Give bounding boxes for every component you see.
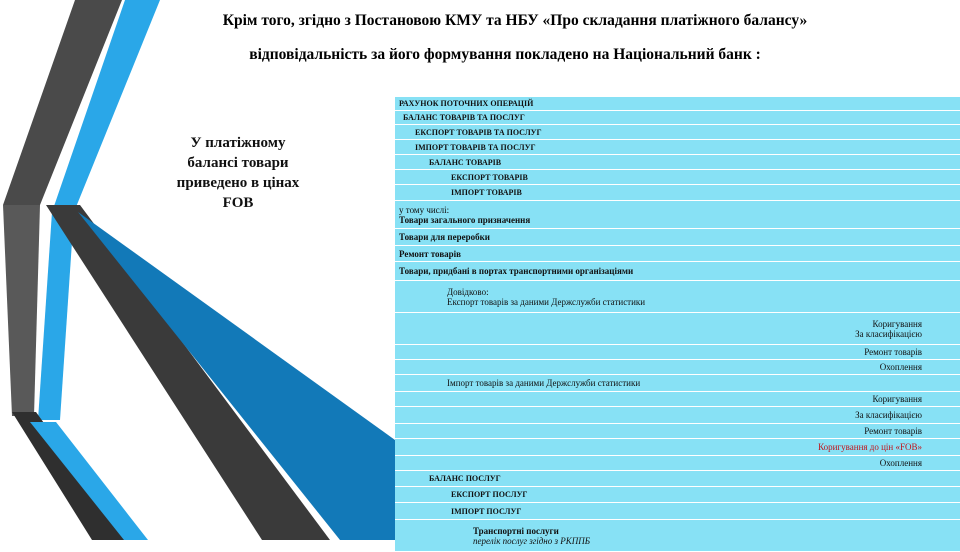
row-label: Імпорт товарів за даними Держслужби статистики: [447, 378, 641, 388]
row-sublabel: Експорт товарів за даними Держслужби статистики: [447, 296, 646, 307]
table-row: [395, 185, 960, 201]
table-row: [395, 520, 960, 552]
table-row: [395, 471, 960, 487]
row-label: Товари, придбані в портах транспортними організаціями: [399, 266, 634, 276]
table-row: [395, 111, 960, 125]
row-sublabel: За класифікацією: [855, 328, 922, 339]
row-label: ЕКСПОРТ ПОСЛУГ: [451, 490, 528, 499]
row-label: Охоплення: [879, 458, 922, 468]
row-label: у тому числі:: [399, 204, 450, 215]
table-row: [395, 360, 960, 375]
table-row: [395, 246, 960, 262]
fob-note-line: FOB: [222, 195, 254, 211]
balance-of-payments-table: [395, 97, 960, 552]
row-sublabel: перелік послуг згідно з РКППБ: [473, 535, 591, 546]
row-label: Охоплення: [879, 362, 922, 372]
row-label: Коригування: [872, 394, 922, 404]
row-label: Товари для переробки: [399, 232, 490, 242]
table-row: [395, 424, 960, 439]
table-row: [395, 125, 960, 140]
row-label: ЕКСПОРТ ТОВАРІВ ТА ПОСЛУГ: [415, 127, 542, 137]
row-sublabel: Товари загального призначення: [399, 214, 531, 225]
table-row: [395, 281, 960, 313]
gray-stripe-left: [3, 205, 40, 416]
row-label: Транспортні послуги: [473, 525, 559, 536]
table-row: [395, 97, 960, 111]
table-row: [395, 170, 960, 185]
table-row: [395, 456, 960, 471]
row-label: ІМПОРТ ТОВАРІВ: [451, 188, 522, 197]
row-label: Коригування: [872, 318, 922, 329]
row-label: БАЛАНС ТОВАРІВ: [429, 157, 502, 167]
row-label: БАЛАНС ПОСЛУГ: [429, 474, 501, 483]
row-label: РАХУНОК ПОТОЧНИХ ОПЕРАЦІЙ: [399, 99, 534, 108]
row-label: БАЛАНС ТОВАРІВ ТА ПОСЛУГ: [403, 113, 525, 122]
table-row: [395, 439, 960, 456]
row-label: ІМПОРТ ПОСЛУГ: [451, 506, 522, 516]
table-row: [395, 229, 960, 246]
row-label: Довідково:: [447, 286, 489, 297]
table-row: [395, 140, 960, 155]
fob-note: [158, 133, 318, 213]
table-row: [395, 201, 960, 229]
row-label: ІМПОРТ ТОВАРІВ ТА ПОСЛУГ: [415, 142, 536, 152]
row-label: ЕКСПОРТ ТОВАРІВ: [451, 172, 528, 182]
slide-title-line2: відповідальність за його формування покладено на Національний банк :: [249, 46, 761, 63]
table-row: [395, 313, 960, 345]
table-row: [395, 155, 960, 170]
fob-adjustment-label: Коригування до цін «FOB»: [818, 442, 922, 452]
blue-stripe-left: [38, 212, 74, 420]
table-row: [395, 392, 960, 407]
table-row: [395, 345, 960, 360]
slide-title-line1: Крім того, згідно з Постановою КМУ та НБУ «Про складання платіжного балансу»: [222, 12, 808, 29]
row-label: За класифікацією: [855, 410, 922, 420]
row-label: Ремонт товарів: [864, 426, 922, 436]
table-row: [395, 407, 960, 424]
table-row: [395, 487, 960, 503]
fob-note-line: У платіжному: [190, 135, 286, 151]
row-label: Ремонт товарів: [864, 347, 922, 357]
fob-note-line: приведено в цінах: [176, 175, 300, 191]
table-row: [395, 503, 960, 520]
row-label: Ремонт товарів: [399, 248, 462, 259]
table-row: [395, 262, 960, 281]
table-row: [395, 375, 960, 392]
fob-note-line: балансі товари: [187, 155, 289, 171]
